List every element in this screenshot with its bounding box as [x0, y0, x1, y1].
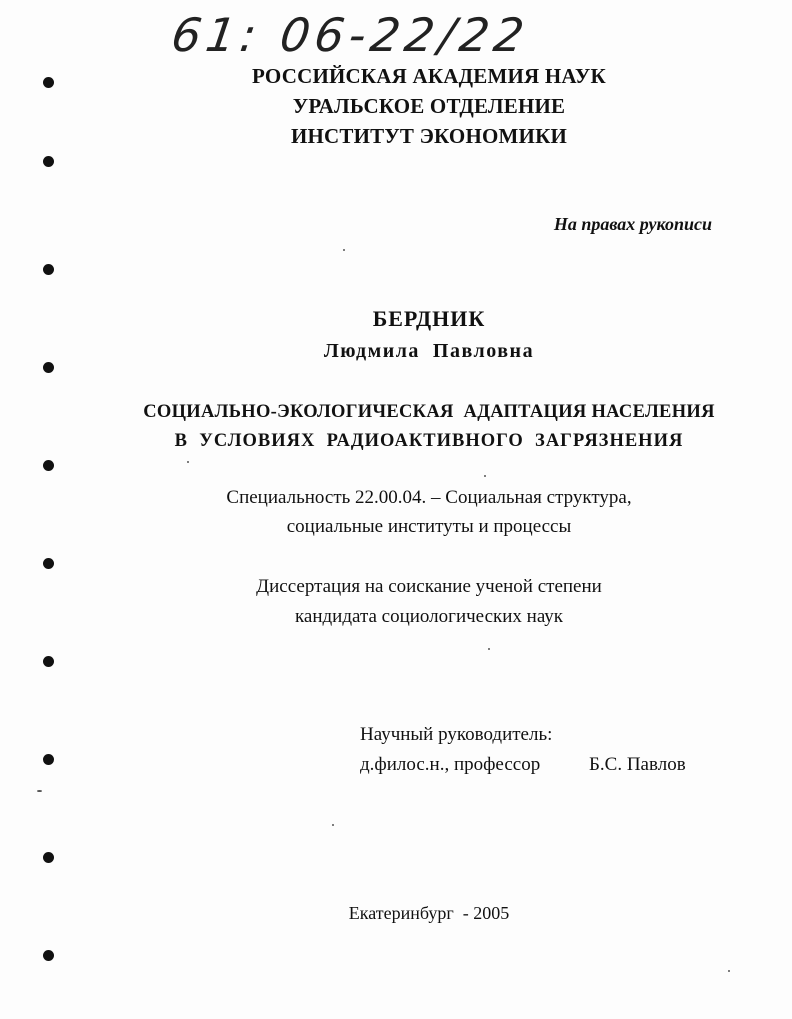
binding-hole — [43, 264, 54, 275]
scan-speck — [332, 824, 334, 826]
degree-line-1: Диссертация на соискание ученой степени — [256, 576, 602, 597]
binding-hole — [43, 656, 54, 667]
author-given-names: Людмила Павловна — [323, 340, 535, 362]
specialty-line-2: социальные институты и процессы — [286, 516, 572, 537]
specialty-line-1: Специальность 22.00.04. – Социальная структура, — [226, 487, 632, 508]
scan-speck — [728, 970, 730, 972]
binding-hole — [43, 558, 54, 569]
scan-speck — [37, 790, 42, 792]
institution-line-3: ИНСТИТУТ ЭКОНОМИКИ — [290, 124, 568, 148]
dissertation-title-line-2: В УСЛОВИЯХ РАДИОАКТИВНОГО ЗАГРЯЗНЕНИЯ — [174, 431, 684, 451]
institution-line-2: УРАЛЬСКОЕ ОТДЕЛЕНИЕ — [292, 94, 566, 118]
scan-speck — [187, 461, 189, 463]
binding-hole — [43, 852, 54, 863]
institution-line-1: РОССИЙСКАЯ АКАДЕМИЯ НАУК — [252, 64, 606, 88]
scan-speck — [343, 249, 345, 251]
dissertation-title-line-1: СОЦИАЛЬНО-ЭКОЛОГИЧЕСКАЯ АДАПТАЦИЯ НАСЕЛЕНИЯ — [143, 402, 715, 422]
binding-hole — [43, 460, 54, 471]
scan-speck — [488, 648, 490, 650]
author-surname: БЕРДНИК — [372, 306, 486, 331]
supervisor-title: д.филос.н., профессор — [360, 754, 541, 775]
degree-line-2: кандидата социологических наук — [294, 606, 564, 627]
supervisor-label: Научный руководитель: — [360, 724, 553, 745]
place-and-year: Екатеринбург - 2005 — [348, 903, 510, 923]
binding-hole — [43, 950, 54, 961]
binding-hole — [43, 754, 54, 765]
archive-code-handwritten: 61: 06-22/22 — [168, 8, 533, 62]
binding-hole — [43, 362, 54, 373]
scan-speck — [484, 475, 486, 477]
manuscript-rights-note: На правах рукописи — [553, 214, 712, 234]
supervisor-name: Б.С. Павлов — [589, 754, 686, 775]
binding-hole — [43, 156, 54, 167]
